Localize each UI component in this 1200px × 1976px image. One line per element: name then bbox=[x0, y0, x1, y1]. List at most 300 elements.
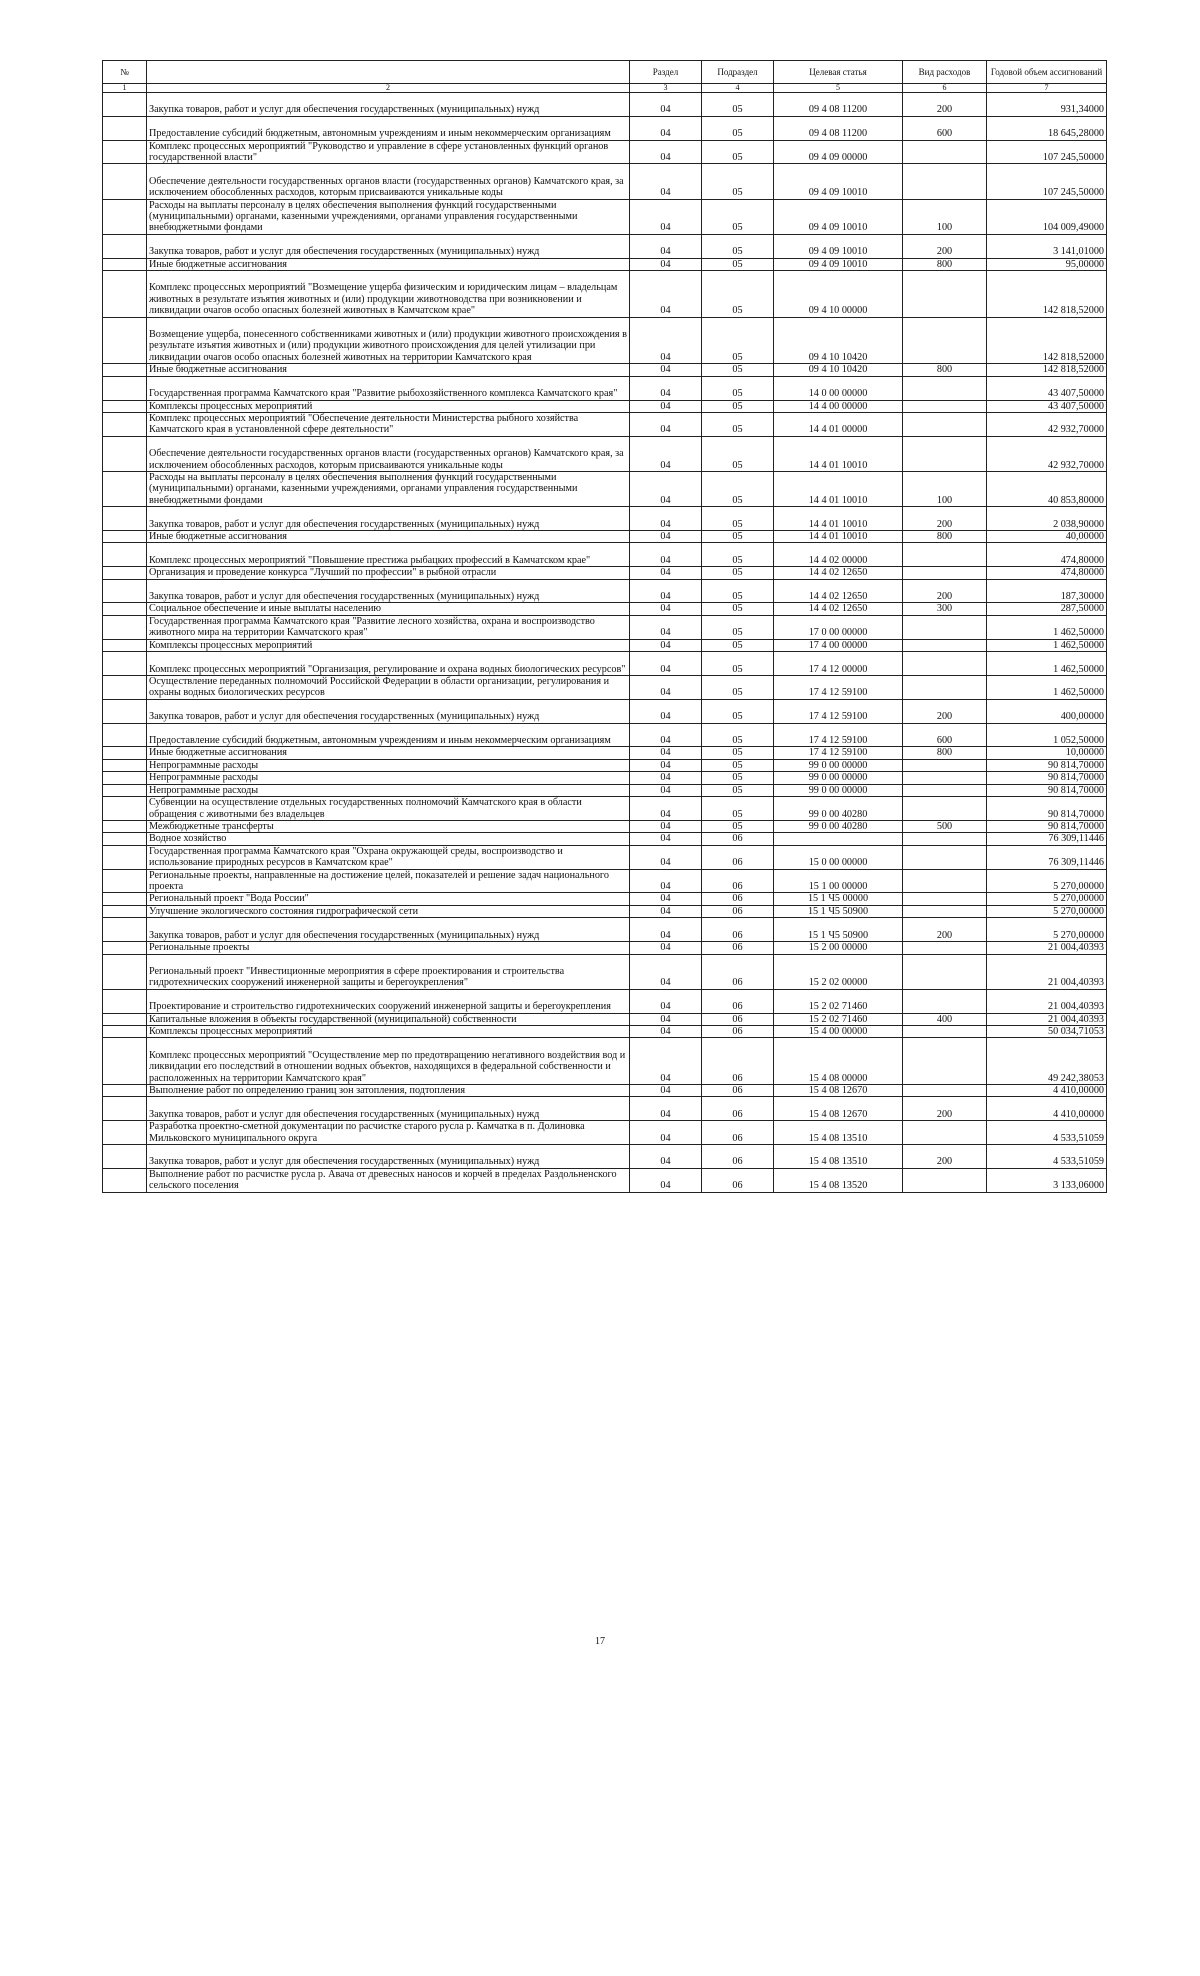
row-target-code: 09 4 09 10010 bbox=[774, 234, 903, 258]
row-section: 04 bbox=[630, 116, 702, 140]
row-name: Государственная программа Камчатского края "Развитие лесного хозяйства, охрана и воспроизводство животного мира на территории Камчатского края" bbox=[147, 615, 630, 639]
row-section: 04 bbox=[630, 772, 702, 784]
row-amount: 42 932,70000 bbox=[987, 436, 1107, 471]
row-expense-type bbox=[903, 400, 987, 412]
row-amount: 107 245,50000 bbox=[987, 164, 1107, 199]
row-amount: 3 141,01000 bbox=[987, 234, 1107, 258]
table-row bbox=[103, 797, 1107, 821]
row-amount: 95,00000 bbox=[987, 258, 1107, 270]
row-number-cell bbox=[103, 833, 147, 845]
row-expense-type bbox=[903, 675, 987, 699]
row-subsection: 05 bbox=[702, 797, 774, 821]
row-name: Региональный проект "Вода России" bbox=[147, 893, 630, 905]
table-row bbox=[103, 820, 1107, 832]
row-section: 04 bbox=[630, 603, 702, 615]
row-subsection: 05 bbox=[702, 376, 774, 400]
row-amount: 4 410,00000 bbox=[987, 1084, 1107, 1096]
row-subsection: 05 bbox=[702, 699, 774, 723]
column-number: 6 bbox=[903, 84, 987, 93]
row-amount: 21 004,40393 bbox=[987, 1013, 1107, 1025]
row-number-cell bbox=[103, 652, 147, 676]
row-expense-type: 800 bbox=[903, 747, 987, 759]
row-section: 04 bbox=[630, 1084, 702, 1096]
row-name: Комплексы процессных мероприятий bbox=[147, 1025, 630, 1037]
row-amount: 50 034,71053 bbox=[987, 1025, 1107, 1037]
row-subsection: 06 bbox=[702, 845, 774, 869]
row-subsection: 06 bbox=[702, 1084, 774, 1096]
row-expense-type bbox=[903, 759, 987, 771]
row-amount: 40,00000 bbox=[987, 531, 1107, 543]
row-name: Предоставление субсидий бюджетным, автономным учреждениям и иным некоммерческим организациям bbox=[147, 116, 630, 140]
row-amount: 1 462,50000 bbox=[987, 652, 1107, 676]
row-target-code: 09 4 10 10420 bbox=[774, 317, 903, 364]
row-target-code: 09 4 09 10010 bbox=[774, 164, 903, 199]
row-number-cell bbox=[103, 603, 147, 615]
row-expense-type: 200 bbox=[903, 507, 987, 531]
table-row bbox=[103, 258, 1107, 270]
table-row bbox=[103, 1145, 1107, 1169]
row-amount: 1 462,50000 bbox=[987, 615, 1107, 639]
row-target-code: 17 4 00 00000 bbox=[774, 639, 903, 651]
row-subsection: 06 bbox=[702, 1038, 774, 1085]
table-row bbox=[103, 412, 1107, 436]
row-section: 04 bbox=[630, 845, 702, 869]
table-row bbox=[103, 1168, 1107, 1192]
row-target-code: 14 4 02 12650 bbox=[774, 579, 903, 603]
row-number-cell bbox=[103, 954, 147, 989]
row-target-code: 15 2 02 00000 bbox=[774, 954, 903, 989]
row-target-code: 14 4 00 00000 bbox=[774, 400, 903, 412]
row-amount: 1 052,50000 bbox=[987, 723, 1107, 747]
row-name: Комплекс процессных мероприятий "Организация, регулирование и охрана водных биологических ресурсов" bbox=[147, 652, 630, 676]
row-name: Обеспечение деятельности государственных органов власти (государственных органов) Камчатского края, за исключением обособленных расходов, которым присваиваются уникальные коды bbox=[147, 436, 630, 471]
row-section: 04 bbox=[630, 905, 702, 917]
row-target-code: 09 4 10 10420 bbox=[774, 364, 903, 376]
row-name: Выполнение работ по расчистке русла р. Авача от древесных наносов и корчей в пределах Раздольненского сельского поселения bbox=[147, 1168, 630, 1192]
row-section: 04 bbox=[630, 1145, 702, 1169]
row-section: 04 bbox=[630, 199, 702, 234]
row-number-cell bbox=[103, 258, 147, 270]
header-target: Целевая статья bbox=[774, 61, 903, 84]
row-number-cell bbox=[103, 869, 147, 893]
row-name: Улучшение экологического состояния гидрографической сети bbox=[147, 905, 630, 917]
row-amount: 21 004,40393 bbox=[987, 954, 1107, 989]
row-expense-type bbox=[903, 1025, 987, 1037]
row-target-code: 17 4 12 59100 bbox=[774, 675, 903, 699]
row-number-cell bbox=[103, 1038, 147, 1085]
row-number-cell bbox=[103, 942, 147, 954]
row-name: Водное хозяйство bbox=[147, 833, 630, 845]
table-row bbox=[103, 954, 1107, 989]
header-row bbox=[103, 61, 1107, 84]
row-name: Иные бюджетные ассигнования bbox=[147, 531, 630, 543]
row-subsection: 05 bbox=[702, 652, 774, 676]
row-expense-type: 100 bbox=[903, 471, 987, 506]
row-name: Комплекс процессных мероприятий "Обеспечение деятельности Министерства рыбного хозяйства Камчатского края в установленной сфере деятельности" bbox=[147, 412, 630, 436]
row-section: 04 bbox=[630, 954, 702, 989]
row-amount: 3 133,06000 bbox=[987, 1168, 1107, 1192]
row-target-code: 09 4 09 00000 bbox=[774, 140, 903, 164]
row-section: 04 bbox=[630, 1097, 702, 1121]
row-name: Непрограммные расходы bbox=[147, 772, 630, 784]
row-target-code: 15 1 Ч5 00000 bbox=[774, 893, 903, 905]
table-row bbox=[103, 271, 1107, 318]
row-number-cell bbox=[103, 759, 147, 771]
row-expense-type bbox=[903, 140, 987, 164]
row-section: 04 bbox=[630, 759, 702, 771]
row-target-code: 14 4 02 00000 bbox=[774, 543, 903, 567]
row-number-cell bbox=[103, 376, 147, 400]
row-subsection: 06 bbox=[702, 1097, 774, 1121]
row-section: 04 bbox=[630, 436, 702, 471]
row-section: 04 bbox=[630, 507, 702, 531]
row-amount: 90 814,70000 bbox=[987, 784, 1107, 796]
row-subsection: 05 bbox=[702, 364, 774, 376]
table-row bbox=[103, 989, 1107, 1013]
row-name: Закупка товаров, работ и услуг для обеспечения государственных (муниципальных) нужд bbox=[147, 579, 630, 603]
header-no: № bbox=[103, 61, 147, 84]
row-name: Организация и проведение конкурса "Лучший по профессии" в рыбной отрасли bbox=[147, 567, 630, 579]
row-expense-type: 400 bbox=[903, 1013, 987, 1025]
row-name: Региональный проект "Инвестиционные мероприятия в сфере проектирования и строительства гидротехнических сооружений инженерной защиты и берегоукрепления" bbox=[147, 954, 630, 989]
row-subsection: 05 bbox=[702, 140, 774, 164]
table-header bbox=[103, 61, 1107, 93]
row-number-cell bbox=[103, 164, 147, 199]
row-target-code: 14 4 01 10010 bbox=[774, 531, 903, 543]
row-expense-type: 600 bbox=[903, 723, 987, 747]
row-section: 04 bbox=[630, 1168, 702, 1192]
row-number-cell bbox=[103, 1025, 147, 1037]
row-name: Государственная программа Камчатского края "Развитие рыбохозяйственного комплекса Камчатского края" bbox=[147, 376, 630, 400]
row-name: Обеспечение деятельности государственных органов власти (государственных органов) Камчатского края, за исключением обособленных расходов, которым присваиваются уникальные коды bbox=[147, 164, 630, 199]
row-expense-type bbox=[903, 376, 987, 400]
row-target-code: 09 4 09 10010 bbox=[774, 258, 903, 270]
table-row bbox=[103, 1025, 1107, 1037]
row-expense-type bbox=[903, 164, 987, 199]
table-row bbox=[103, 639, 1107, 651]
row-target-code: 15 4 08 13510 bbox=[774, 1121, 903, 1145]
row-expense-type bbox=[903, 784, 987, 796]
row-name: Проектирование и строительство гидротехнических сооружений инженерной защиты и берегоукрепления bbox=[147, 989, 630, 1013]
row-number-cell bbox=[103, 784, 147, 796]
row-name: Межбюджетные трансферты bbox=[147, 820, 630, 832]
row-name: Закупка товаров, работ и услуг для обеспечения государственных (муниципальных) нужд bbox=[147, 699, 630, 723]
row-number-cell bbox=[103, 1121, 147, 1145]
row-number-cell bbox=[103, 317, 147, 364]
row-number-cell bbox=[103, 567, 147, 579]
row-amount: 142 818,52000 bbox=[987, 271, 1107, 318]
row-number-cell bbox=[103, 639, 147, 651]
row-section: 04 bbox=[630, 918, 702, 942]
row-expense-type bbox=[903, 1121, 987, 1145]
row-subsection: 05 bbox=[702, 317, 774, 364]
row-target-code: 99 0 00 00000 bbox=[774, 784, 903, 796]
row-number-cell bbox=[103, 140, 147, 164]
row-section: 04 bbox=[630, 723, 702, 747]
row-subsection: 06 bbox=[702, 869, 774, 893]
row-name: Расходы на выплаты персоналу в целях обеспечения выполнения функций государственными (муниципальными) органами, казенными учреждениями, органами управления государственными внебюджетными фондами bbox=[147, 199, 630, 234]
row-expense-type: 500 bbox=[903, 820, 987, 832]
row-subsection: 06 bbox=[702, 954, 774, 989]
row-number-cell bbox=[103, 271, 147, 318]
row-subsection: 06 bbox=[702, 989, 774, 1013]
row-number-cell bbox=[103, 93, 147, 117]
table-body bbox=[103, 93, 1107, 1193]
row-subsection: 05 bbox=[702, 164, 774, 199]
row-subsection: 05 bbox=[702, 116, 774, 140]
row-number-cell bbox=[103, 364, 147, 376]
row-number-cell bbox=[103, 400, 147, 412]
row-section: 04 bbox=[630, 797, 702, 821]
row-section: 04 bbox=[630, 543, 702, 567]
row-expense-type bbox=[903, 317, 987, 364]
table-row bbox=[103, 1038, 1107, 1085]
table-row bbox=[103, 543, 1107, 567]
table-row bbox=[103, 723, 1107, 747]
row-name: Выполнение работ по определению границ зон затопления, подтопления bbox=[147, 1084, 630, 1096]
row-amount: 1 462,50000 bbox=[987, 675, 1107, 699]
row-number-cell bbox=[103, 1097, 147, 1121]
row-expense-type: 800 bbox=[903, 258, 987, 270]
row-target-code: 15 4 08 00000 bbox=[774, 1038, 903, 1085]
row-subsection: 05 bbox=[702, 234, 774, 258]
row-target-code: 14 4 01 10010 bbox=[774, 471, 903, 506]
row-amount: 40 853,80000 bbox=[987, 471, 1107, 506]
row-target-code: 14 0 00 00000 bbox=[774, 376, 903, 400]
row-subsection: 06 bbox=[702, 1145, 774, 1169]
row-amount: 2 038,90000 bbox=[987, 507, 1107, 531]
row-number-cell bbox=[103, 579, 147, 603]
row-amount: 287,50000 bbox=[987, 603, 1107, 615]
row-section: 04 bbox=[630, 400, 702, 412]
row-subsection: 06 bbox=[702, 833, 774, 845]
row-number-cell bbox=[103, 1168, 147, 1192]
row-section: 04 bbox=[630, 893, 702, 905]
row-number-cell bbox=[103, 615, 147, 639]
row-subsection: 05 bbox=[702, 820, 774, 832]
table-row bbox=[103, 942, 1107, 954]
row-target-code: 15 4 08 12670 bbox=[774, 1097, 903, 1121]
row-name: Непрограммные расходы bbox=[147, 784, 630, 796]
row-name: Субвенции на осуществление отдельных государственных полномочий Камчатского края в области обращения с животными без владельцев bbox=[147, 797, 630, 821]
row-section: 04 bbox=[630, 833, 702, 845]
row-number-cell bbox=[103, 412, 147, 436]
row-name: Предоставление субсидий бюджетным, автономным учреждениям и иным некоммерческим организациям bbox=[147, 723, 630, 747]
row-subsection: 05 bbox=[702, 400, 774, 412]
row-expense-type bbox=[903, 772, 987, 784]
row-amount: 474,80000 bbox=[987, 567, 1107, 579]
row-subsection: 06 bbox=[702, 905, 774, 917]
table-row bbox=[103, 845, 1107, 869]
row-name: Непрограммные расходы bbox=[147, 759, 630, 771]
row-expense-type: 200 bbox=[903, 93, 987, 117]
header-name bbox=[147, 61, 630, 84]
table-row bbox=[103, 93, 1107, 117]
row-amount: 21 004,40393 bbox=[987, 989, 1107, 1013]
row-section: 04 bbox=[630, 675, 702, 699]
row-number-cell bbox=[103, 199, 147, 234]
row-number-cell bbox=[103, 747, 147, 759]
row-section: 04 bbox=[630, 364, 702, 376]
table-row bbox=[103, 376, 1107, 400]
row-expense-type: 100 bbox=[903, 199, 987, 234]
table-row bbox=[103, 1121, 1107, 1145]
row-amount: 42 932,70000 bbox=[987, 412, 1107, 436]
row-expense-type: 200 bbox=[903, 1097, 987, 1121]
row-name: Закупка товаров, работ и услуг для обеспечения государственных (муниципальных) нужд bbox=[147, 918, 630, 942]
table-row bbox=[103, 436, 1107, 471]
row-name: Региональные проекты bbox=[147, 942, 630, 954]
row-target-code: 15 2 00 00000 bbox=[774, 942, 903, 954]
row-number-cell bbox=[103, 845, 147, 869]
row-subsection: 05 bbox=[702, 436, 774, 471]
row-section: 04 bbox=[630, 699, 702, 723]
table-row bbox=[103, 579, 1107, 603]
row-expense-type bbox=[903, 869, 987, 893]
row-section: 04 bbox=[630, 164, 702, 199]
row-target-code: 15 4 08 13520 bbox=[774, 1168, 903, 1192]
row-number-cell bbox=[103, 436, 147, 471]
table-row bbox=[103, 471, 1107, 506]
row-name: Закупка товаров, работ и услуг для обеспечения государственных (муниципальных) нужд bbox=[147, 1097, 630, 1121]
row-expense-type: 800 bbox=[903, 364, 987, 376]
row-section: 04 bbox=[630, 531, 702, 543]
row-amount: 18 645,28000 bbox=[987, 116, 1107, 140]
row-section: 04 bbox=[630, 317, 702, 364]
row-amount: 43 407,50000 bbox=[987, 400, 1107, 412]
row-number-cell bbox=[103, 471, 147, 506]
row-target-code: 09 4 09 10010 bbox=[774, 199, 903, 234]
row-expense-type: 200 bbox=[903, 1145, 987, 1169]
row-target-code: 15 0 00 00000 bbox=[774, 845, 903, 869]
row-expense-type bbox=[903, 567, 987, 579]
row-subsection: 06 bbox=[702, 918, 774, 942]
row-number-cell bbox=[103, 543, 147, 567]
table-row bbox=[103, 1084, 1107, 1096]
row-amount: 1 462,50000 bbox=[987, 639, 1107, 651]
row-expense-type bbox=[903, 1038, 987, 1085]
row-subsection: 05 bbox=[702, 507, 774, 531]
row-expense-type: 200 bbox=[903, 579, 987, 603]
row-target-code: 09 4 08 11200 bbox=[774, 93, 903, 117]
row-target-code: 15 2 02 71460 bbox=[774, 989, 903, 1013]
row-name: Комплекс процессных мероприятий "Возмещение ущерба физическим и юридическим лицам – владельцам животных в результате изъятия животных и (или) продукции животноводства при возникновении и ликвидации очагов особо опасных болезней животных в Камчатском крае" bbox=[147, 271, 630, 318]
row-subsection: 05 bbox=[702, 531, 774, 543]
row-number-cell bbox=[103, 1145, 147, 1169]
row-amount: 474,80000 bbox=[987, 543, 1107, 567]
table-row bbox=[103, 567, 1107, 579]
row-subsection: 05 bbox=[702, 603, 774, 615]
row-section: 04 bbox=[630, 639, 702, 651]
row-amount: 931,34000 bbox=[987, 93, 1107, 117]
row-name: Закупка товаров, работ и услуг для обеспечения государственных (муниципальных) нужд bbox=[147, 507, 630, 531]
row-expense-type: 200 bbox=[903, 699, 987, 723]
row-section: 04 bbox=[630, 412, 702, 436]
row-target-code: 14 4 02 12650 bbox=[774, 567, 903, 579]
row-amount: 90 814,70000 bbox=[987, 772, 1107, 784]
row-amount: 142 818,52000 bbox=[987, 317, 1107, 364]
table-row bbox=[103, 364, 1107, 376]
row-section: 04 bbox=[630, 652, 702, 676]
row-target-code: 15 1 Ч5 50900 bbox=[774, 905, 903, 917]
row-number-cell bbox=[103, 675, 147, 699]
row-amount: 4 410,00000 bbox=[987, 1097, 1107, 1121]
row-subsection: 05 bbox=[702, 199, 774, 234]
budget-sheet bbox=[102, 60, 1106, 1193]
table-row bbox=[103, 869, 1107, 893]
row-target-code: 09 4 08 11200 bbox=[774, 116, 903, 140]
row-number-cell bbox=[103, 772, 147, 784]
row-number-cell bbox=[103, 531, 147, 543]
row-section: 04 bbox=[630, 93, 702, 117]
column-number: 2 bbox=[147, 84, 630, 93]
row-target-code: 14 4 01 10010 bbox=[774, 507, 903, 531]
row-expense-type bbox=[903, 954, 987, 989]
row-name: Закупка товаров, работ и услуг для обеспечения государственных (муниципальных) нужд bbox=[147, 234, 630, 258]
row-name: Разработка проектно-сметной документации по расчистке старого русла р. Камчатка в п. Долиновка Мильковского муниципального округа bbox=[147, 1121, 630, 1145]
row-subsection: 05 bbox=[702, 271, 774, 318]
row-section: 04 bbox=[630, 376, 702, 400]
row-amount: 5 270,00000 bbox=[987, 918, 1107, 942]
row-expense-type bbox=[903, 436, 987, 471]
column-number: 1 bbox=[103, 84, 147, 93]
row-name: Социальное обеспечение и иные выплаты населению bbox=[147, 603, 630, 615]
row-name: Закупка товаров, работ и услуг для обеспечения государственных (муниципальных) нужд bbox=[147, 93, 630, 117]
row-target-code: 15 1 00 00000 bbox=[774, 869, 903, 893]
row-number-cell bbox=[103, 820, 147, 832]
row-amount: 76 309,11446 bbox=[987, 845, 1107, 869]
row-name: Региональные проекты, направленные на достижение целей, показателей и решение задач национального проекта bbox=[147, 869, 630, 893]
table-row bbox=[103, 400, 1107, 412]
row-number-cell bbox=[103, 893, 147, 905]
row-expense-type bbox=[903, 639, 987, 651]
row-expense-type bbox=[903, 893, 987, 905]
row-target-code: 15 4 08 13510 bbox=[774, 1145, 903, 1169]
row-target-code: 17 4 12 59100 bbox=[774, 747, 903, 759]
row-section: 04 bbox=[630, 579, 702, 603]
row-expense-type bbox=[903, 615, 987, 639]
header-expense-type: Вид расходов bbox=[903, 61, 987, 84]
table-row bbox=[103, 1097, 1107, 1121]
column-number: 5 bbox=[774, 84, 903, 93]
row-expense-type bbox=[903, 652, 987, 676]
table-row bbox=[103, 747, 1107, 759]
row-name: Комплекс процессных мероприятий "Осуществление мер по предотвращению негативного воздействия вод и ликвидации его последствий в отношении водных объектов, находящихся в федеральной собственности и расположенных на территории Камчатского края" bbox=[147, 1038, 630, 1085]
row-expense-type: 600 bbox=[903, 116, 987, 140]
table-row bbox=[103, 507, 1107, 531]
row-expense-type bbox=[903, 797, 987, 821]
table-row bbox=[103, 234, 1107, 258]
row-expense-type bbox=[903, 845, 987, 869]
table-row bbox=[103, 905, 1107, 917]
table-row bbox=[103, 833, 1107, 845]
row-target-code: 99 0 00 00000 bbox=[774, 772, 903, 784]
row-section: 04 bbox=[630, 1025, 702, 1037]
table-row bbox=[103, 615, 1107, 639]
row-target-code bbox=[774, 833, 903, 845]
row-amount: 21 004,40393 bbox=[987, 942, 1107, 954]
table-row bbox=[103, 893, 1107, 905]
row-section: 04 bbox=[630, 1121, 702, 1145]
row-expense-type bbox=[903, 833, 987, 845]
row-section: 04 bbox=[630, 1038, 702, 1085]
row-subsection: 05 bbox=[702, 723, 774, 747]
row-target-code: 17 4 12 59100 bbox=[774, 699, 903, 723]
header-subsection: Подраздел bbox=[702, 61, 774, 84]
table-row bbox=[103, 784, 1107, 796]
row-name: Комплекс процессных мероприятий "Руководство и управление в сфере установленных функций органов государственной власти" bbox=[147, 140, 630, 164]
row-subsection: 05 bbox=[702, 784, 774, 796]
